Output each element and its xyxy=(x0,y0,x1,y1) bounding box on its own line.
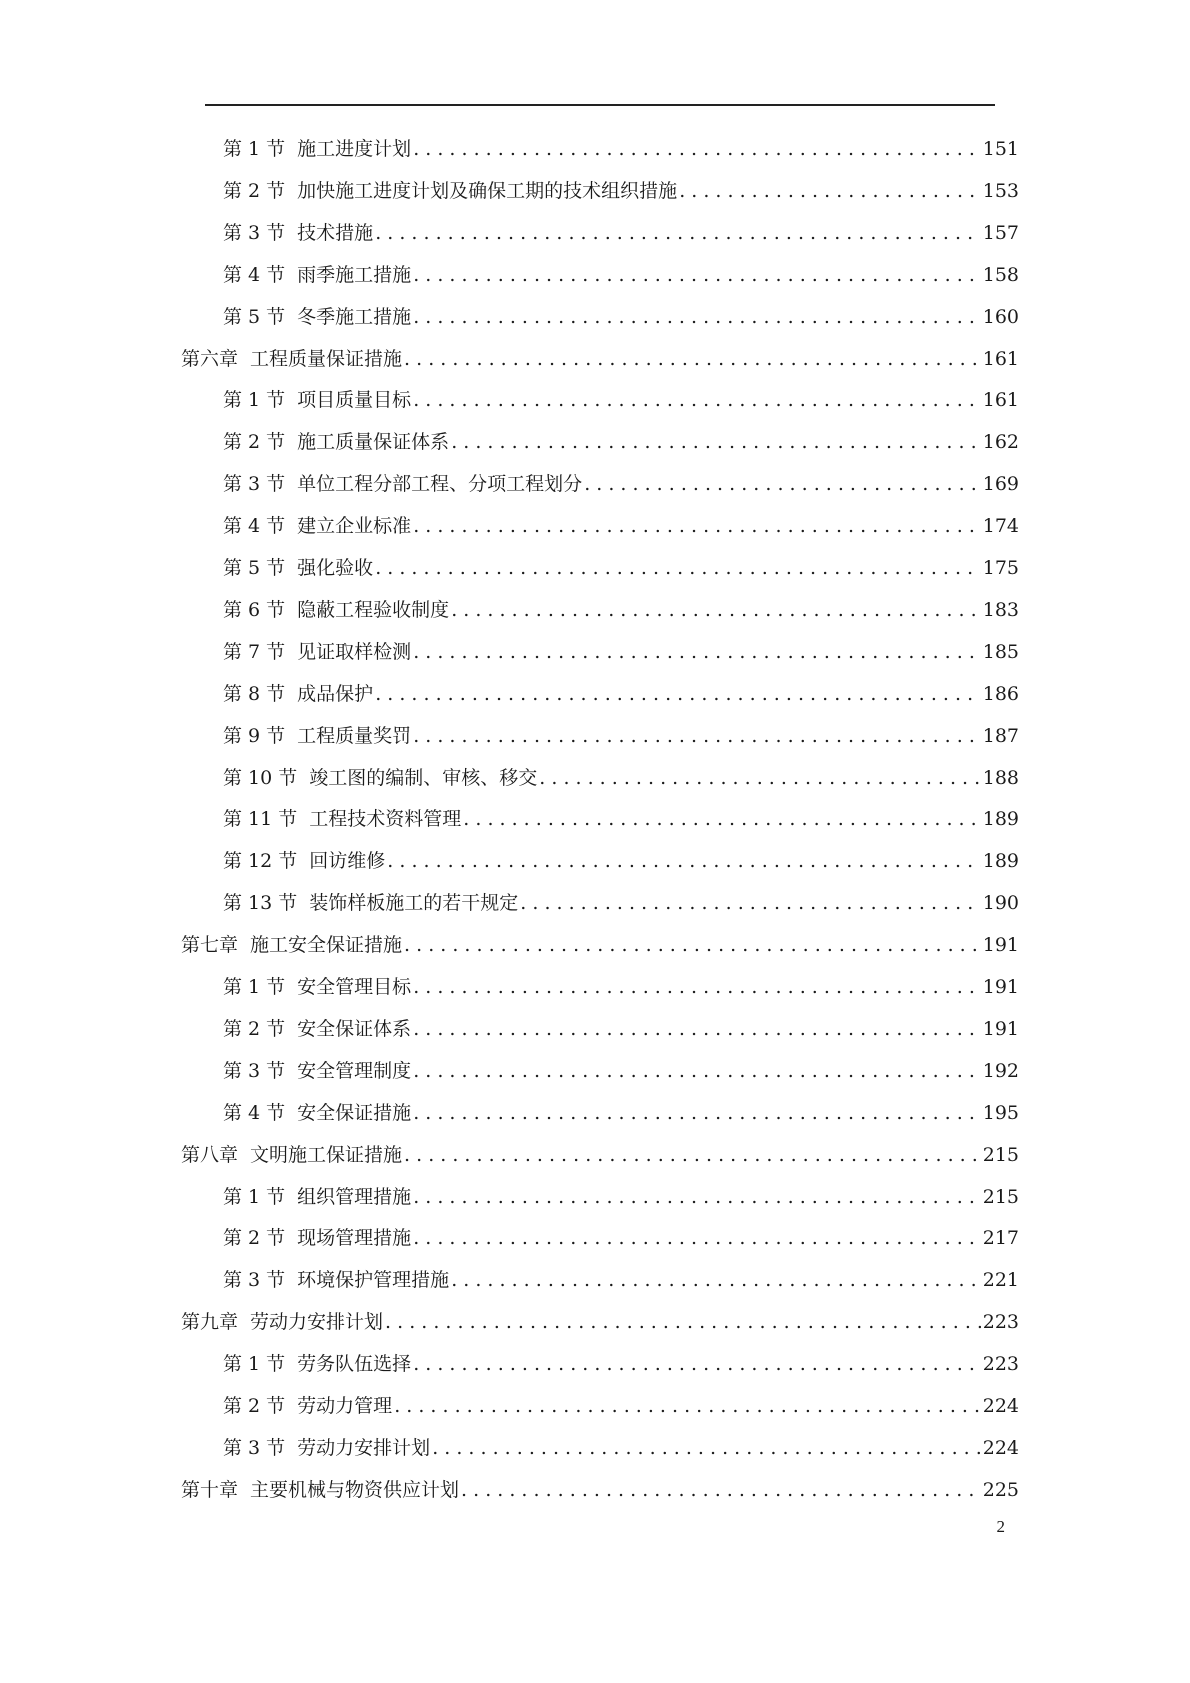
toc-section-entry[interactable] xyxy=(223,511,1019,541)
toc-entry-number: 第 5 节 xyxy=(223,305,286,328)
toc-dot-leader xyxy=(413,1182,981,1212)
toc-entry-number: 第 1 节 xyxy=(223,1185,286,1208)
toc-entry-number: 第 6 节 xyxy=(223,598,286,621)
toc-entry-number: 第 7 节 xyxy=(223,640,286,663)
toc-entry-title: 劳动力安排计划 xyxy=(250,1311,384,1334)
toc-entry-title: 技术措施 xyxy=(297,221,374,244)
toc-entry-page: 185 xyxy=(982,640,1019,663)
toc-entry-title: 隐蔽工程验收制度 xyxy=(297,598,450,621)
toc-entry-page: 188 xyxy=(982,766,1019,789)
toc-section-entry[interactable] xyxy=(223,1056,1019,1086)
toc-section-entry[interactable] xyxy=(223,553,1019,583)
toc-chapter-entry[interactable] xyxy=(181,1307,1019,1337)
toc-dot-leader xyxy=(413,637,981,667)
page-number: 2 xyxy=(996,1517,1005,1536)
toc-entry-title: 施工安全保证措施 xyxy=(250,934,403,957)
toc-entry-page: 223 xyxy=(982,1353,1019,1376)
toc-entry-number: 第 1 节 xyxy=(223,1353,286,1376)
toc-entry-number: 第十章 xyxy=(181,1478,239,1501)
toc-entry-title: 雨季施工措施 xyxy=(297,263,412,286)
toc-section-entry[interactable] xyxy=(223,1349,1019,1379)
toc-entry-page: 224 xyxy=(982,1395,1019,1417)
toc-dot-leader xyxy=(413,134,981,164)
toc-entry-number: 第 4 节 xyxy=(223,1101,286,1124)
toc-entry-title: 回访维修 xyxy=(309,850,386,873)
toc-section-entry[interactable] xyxy=(223,637,1019,667)
toc-entry-title: 竣工图的编制、审核、移交 xyxy=(309,766,538,789)
toc-entry-number: 第 3 节 xyxy=(223,1059,286,1082)
toc-entry-number: 第 3 节 xyxy=(223,1269,286,1292)
toc-entry-number: 第 12 节 xyxy=(223,850,298,873)
toc-entry-title: 安全保证措施 xyxy=(297,1101,412,1124)
toc-entry-page: 175 xyxy=(982,557,1019,579)
toc-dot-leader xyxy=(413,1056,981,1086)
toc-dot-leader xyxy=(413,1014,981,1044)
toc-entry-page: 195 xyxy=(982,1101,1019,1124)
toc-section-entry[interactable] xyxy=(223,1433,1019,1463)
toc-chapter-entry[interactable] xyxy=(181,930,1019,960)
toc-dot-leader xyxy=(413,511,981,541)
toc-dot-leader xyxy=(463,804,980,834)
toc-entry-number: 第 1 节 xyxy=(223,976,286,998)
toc-entry-title: 工程质量保证措施 xyxy=(250,347,403,370)
toc-entry-title: 建立企业标准 xyxy=(297,515,412,538)
toc-chapter-entry[interactable] xyxy=(181,344,1019,374)
toc-section-entry[interactable] xyxy=(223,679,1019,709)
toc-section-entry[interactable] xyxy=(223,218,1019,248)
toc-section-entry[interactable] xyxy=(223,302,1019,332)
toc-entry-title: 加快施工进度计划及确保工期的技术组织措施 xyxy=(297,179,678,202)
toc-entry-title: 环境保护管理措施 xyxy=(297,1269,450,1292)
toc-section-entry[interactable] xyxy=(223,1391,1019,1421)
toc-entry-title: 现场管理措施 xyxy=(297,1227,412,1250)
toc-dot-leader xyxy=(413,1349,981,1379)
toc-entry-title: 文明施工保证措施 xyxy=(250,1143,403,1166)
toc-entry-number: 第 8 节 xyxy=(223,682,286,705)
toc-entry-page: 174 xyxy=(982,515,1019,538)
toc-dot-leader xyxy=(413,302,981,332)
toc-entry-page: 161 xyxy=(982,389,1019,412)
toc-entry-title: 施工质量保证体系 xyxy=(297,431,450,454)
toc-entry-page: 191 xyxy=(982,934,1019,957)
toc-section-entry[interactable] xyxy=(223,1182,1019,1212)
toc-entry-number: 第 2 节 xyxy=(223,1227,286,1250)
toc-chapter-entry[interactable] xyxy=(181,1475,1019,1505)
toc-dot-leader xyxy=(404,344,981,374)
toc-entry-page: 158 xyxy=(982,263,1019,286)
toc-entry-number: 第 4 节 xyxy=(223,515,286,538)
toc-entry-number: 第 4 节 xyxy=(223,263,286,286)
toc-section-entry[interactable] xyxy=(223,972,1019,1002)
toc-dot-leader xyxy=(679,176,981,206)
toc-entry-title: 成品保护 xyxy=(297,682,374,705)
toc-section-entry[interactable] xyxy=(223,1014,1019,1044)
toc-entry-number: 第九章 xyxy=(181,1311,239,1334)
toc-entry-page: 183 xyxy=(982,598,1019,621)
toc-dot-leader xyxy=(451,1265,981,1295)
toc-entry-number: 第八章 xyxy=(181,1143,239,1166)
toc-entry-title: 冬季施工措施 xyxy=(297,305,412,328)
toc-entry-number: 第 2 节 xyxy=(223,179,286,202)
toc-entry-number: 第 10 节 xyxy=(223,766,298,789)
toc-dot-leader xyxy=(520,888,980,918)
toc-entry-page: 153 xyxy=(982,179,1019,202)
toc-section-entry[interactable] xyxy=(223,595,1019,625)
toc-section-entry[interactable] xyxy=(223,804,1019,834)
toc-entry-title: 劳动力管理 xyxy=(297,1395,393,1417)
toc-entry-number: 第 3 节 xyxy=(223,221,286,244)
toc-entry-page: 189 xyxy=(982,808,1019,831)
toc-entry-number: 第 9 节 xyxy=(223,724,286,747)
toc-entry-title: 劳务队伍选择 xyxy=(297,1353,412,1376)
toc-entry-number: 第六章 xyxy=(181,347,239,370)
toc-dot-leader xyxy=(413,1098,981,1128)
toc-section-entry[interactable] xyxy=(223,1223,1019,1253)
toc-entry-number: 第 1 节 xyxy=(223,138,286,160)
toc-section-entry[interactable] xyxy=(223,888,1019,918)
toc-entry-title: 安全管理目标 xyxy=(297,976,412,998)
toc-entry-number: 第七章 xyxy=(181,934,239,957)
toc-section-entry[interactable] xyxy=(223,260,1019,290)
toc-entry-number: 第 13 节 xyxy=(223,892,298,915)
toc-dot-leader xyxy=(404,1140,981,1170)
toc-entry-number: 第 1 节 xyxy=(223,389,286,412)
toc-dot-leader xyxy=(394,1391,981,1421)
toc-dot-leader xyxy=(413,1223,981,1253)
toc-entry-title: 组织管理措施 xyxy=(297,1185,412,1208)
toc-dot-leader xyxy=(413,385,981,415)
toc-entry-title: 项目质量目标 xyxy=(297,389,412,412)
toc-entry-title: 单位工程分部工程、分项工程划分 xyxy=(297,473,583,496)
toc-section-entry[interactable] xyxy=(223,1265,1019,1295)
toc-entry-number: 第 2 节 xyxy=(223,431,286,454)
toc-dot-leader xyxy=(451,427,981,457)
toc-section-entry[interactable] xyxy=(223,721,1019,751)
toc-entry-title: 主要机械与物资供应计划 xyxy=(250,1478,460,1501)
toc-entry-title: 工程质量奖罚 xyxy=(297,724,412,747)
toc-entry-title: 工程技术资料管理 xyxy=(309,808,462,831)
toc-entry-page: 151 xyxy=(982,138,1019,160)
toc-entry-page: 161 xyxy=(982,347,1019,370)
toc-entry-page: 192 xyxy=(982,1059,1019,1082)
toc-dot-leader xyxy=(375,553,981,583)
toc-section-entry[interactable] xyxy=(223,134,1019,164)
toc-section-entry[interactable] xyxy=(223,1098,1019,1128)
toc-dot-leader xyxy=(385,1307,981,1337)
toc-dot-leader xyxy=(387,846,980,876)
toc-entry-title: 安全管理制度 xyxy=(297,1059,412,1082)
header-rule xyxy=(205,104,995,106)
toc-entry-page: 191 xyxy=(982,1017,1019,1040)
toc-dot-leader xyxy=(413,260,981,290)
toc-entry-number: 第 3 节 xyxy=(223,1436,286,1459)
toc-entry-page: 189 xyxy=(982,850,1019,873)
toc-entry-number: 第 3 节 xyxy=(223,473,286,496)
toc-entry-page: 225 xyxy=(982,1478,1019,1501)
toc-section-entry[interactable] xyxy=(223,427,1019,457)
toc-entry-title: 见证取样检测 xyxy=(297,640,412,663)
toc-entry-number: 第 2 节 xyxy=(223,1017,286,1040)
toc-entry-page: 217 xyxy=(982,1227,1019,1250)
toc-section-entry[interactable] xyxy=(223,763,1019,793)
toc-entry-page: 157 xyxy=(982,221,1019,244)
toc-entry-number: 第 5 节 xyxy=(223,557,286,579)
toc-entry-page: 215 xyxy=(982,1185,1019,1208)
toc-entry-page: 215 xyxy=(982,1143,1019,1166)
toc-entry-page: 223 xyxy=(982,1311,1019,1334)
toc-chapter-entry[interactable] xyxy=(181,1140,1019,1170)
toc-dot-leader xyxy=(404,930,981,960)
toc-entry-page: 169 xyxy=(982,473,1019,496)
toc-entry-title: 安全保证体系 xyxy=(297,1017,412,1040)
toc-entry-page: 221 xyxy=(982,1269,1019,1292)
toc-entry-title: 劳动力安排计划 xyxy=(297,1436,431,1459)
toc-entry-number: 第 2 节 xyxy=(223,1395,286,1417)
toc-entry-page: 190 xyxy=(982,892,1019,915)
toc-entry-title: 装饰样板施工的若干规定 xyxy=(309,892,519,915)
toc-dot-leader xyxy=(375,218,981,248)
toc-section-entry[interactable] xyxy=(223,846,1019,876)
toc-dot-leader xyxy=(413,972,981,1002)
toc-entry-page: 162 xyxy=(982,431,1019,454)
toc-section-entry[interactable] xyxy=(223,176,1019,206)
toc-dot-leader xyxy=(413,721,981,751)
toc-entry-page: 191 xyxy=(982,976,1019,998)
toc-dot-leader xyxy=(451,595,981,625)
toc-entry-title: 强化验收 xyxy=(297,557,374,579)
toc-dot-leader xyxy=(539,763,980,793)
toc-dot-leader xyxy=(432,1433,981,1463)
toc-entry-number: 第 11 节 xyxy=(223,808,298,831)
toc-dot-leader xyxy=(584,469,981,499)
toc-entry-page: 187 xyxy=(982,724,1019,747)
toc-section-entry[interactable] xyxy=(223,469,1019,499)
toc-section-entry[interactable] xyxy=(223,385,1019,415)
toc-entry-page: 186 xyxy=(982,682,1019,705)
toc-dot-leader xyxy=(375,679,981,709)
toc-entry-title: 施工进度计划 xyxy=(297,138,412,160)
toc-entry-page: 160 xyxy=(982,305,1019,328)
toc-entry-page: 224 xyxy=(982,1436,1019,1459)
toc-dot-leader xyxy=(461,1475,981,1505)
